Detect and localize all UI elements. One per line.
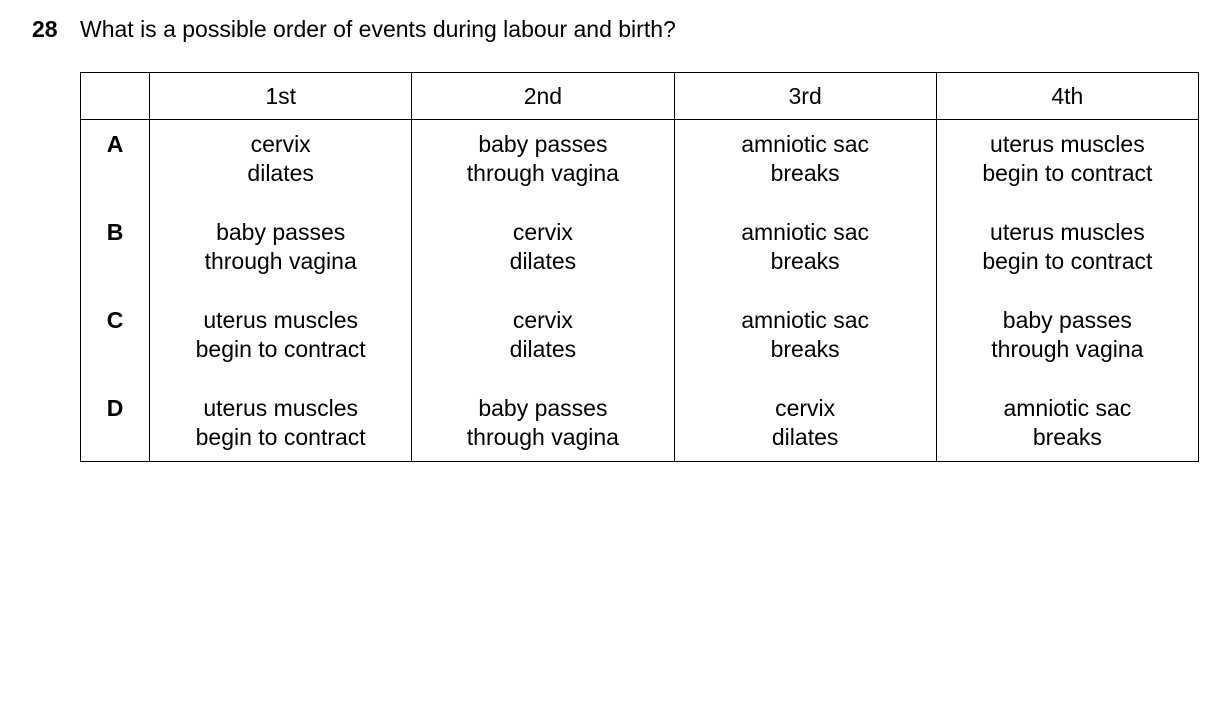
option-cell	[150, 296, 412, 384]
option-cell	[936, 384, 1198, 462]
option-cell	[412, 296, 674, 384]
option-cell	[936, 120, 1198, 209]
cell-line: through vagina	[466, 424, 619, 450]
option-row-d[interactable]	[81, 384, 1199, 462]
option-cell	[412, 120, 674, 209]
option-letter: C	[81, 296, 150, 384]
cell-line: uterus muscles	[203, 395, 358, 421]
cell-line: amniotic sac	[1003, 395, 1132, 421]
option-cell	[150, 120, 412, 209]
option-letter: A	[81, 120, 150, 209]
answer-options-table	[80, 72, 1199, 462]
cell-line: breaks	[770, 160, 840, 186]
option-cell	[674, 208, 936, 296]
cell-line: cervix	[775, 395, 836, 421]
cell-line: through vagina	[204, 248, 357, 274]
cell-line: cervix	[250, 131, 311, 157]
cell-line: begin to contract	[982, 248, 1153, 274]
cell-line: begin to contract	[195, 424, 366, 450]
header-3rd: 3rd	[674, 73, 936, 120]
table-header-row	[81, 73, 1199, 120]
header-1st: 1st	[150, 73, 412, 120]
option-cell	[412, 384, 674, 462]
cell-line: breaks	[770, 336, 840, 362]
option-cell	[936, 208, 1198, 296]
cell-line: through vagina	[466, 160, 619, 186]
question-number: 28	[32, 15, 58, 42]
cell-line: cervix	[512, 307, 573, 333]
cell-line: begin to contract	[195, 336, 366, 362]
cell-line: uterus muscles	[203, 307, 358, 333]
option-cell	[674, 296, 936, 384]
cell-line: dilates	[509, 336, 577, 362]
cell-line: breaks	[1032, 424, 1102, 450]
option-cell	[674, 384, 936, 462]
question-text: What is a possible order of events during labour and birth?	[80, 15, 676, 42]
cell-line: through vagina	[991, 336, 1144, 362]
option-row-b[interactable]	[81, 208, 1199, 296]
cell-line: uterus muscles	[990, 131, 1145, 157]
option-cell	[150, 384, 412, 462]
cell-line: amniotic sac	[741, 219, 870, 245]
option-cell	[936, 296, 1198, 384]
cell-line: cervix	[512, 219, 573, 245]
option-row-c[interactable]	[81, 296, 1199, 384]
cell-line: dilates	[509, 248, 577, 274]
question-heading	[32, 14, 676, 44]
cell-line: baby passes	[478, 395, 608, 421]
header-2nd: 2nd	[412, 73, 674, 120]
cell-line: breaks	[770, 248, 840, 274]
cell-line: dilates	[771, 424, 839, 450]
cell-line: uterus muscles	[990, 219, 1145, 245]
option-row-a[interactable]	[81, 120, 1199, 209]
option-letter: D	[81, 384, 150, 462]
cell-line: baby passes	[478, 131, 608, 157]
cell-line: baby passes	[1002, 307, 1132, 333]
cell-line: begin to contract	[982, 160, 1153, 186]
cell-line: amniotic sac	[741, 307, 870, 333]
header-letter-column	[81, 73, 150, 120]
option-letter: B	[81, 208, 150, 296]
option-cell	[150, 208, 412, 296]
cell-line: baby passes	[216, 219, 346, 245]
option-cell	[674, 120, 936, 209]
cell-line: dilates	[247, 160, 314, 186]
header-4th: 4th	[936, 73, 1198, 120]
option-cell	[412, 208, 674, 296]
cell-line: amniotic sac	[741, 131, 870, 157]
